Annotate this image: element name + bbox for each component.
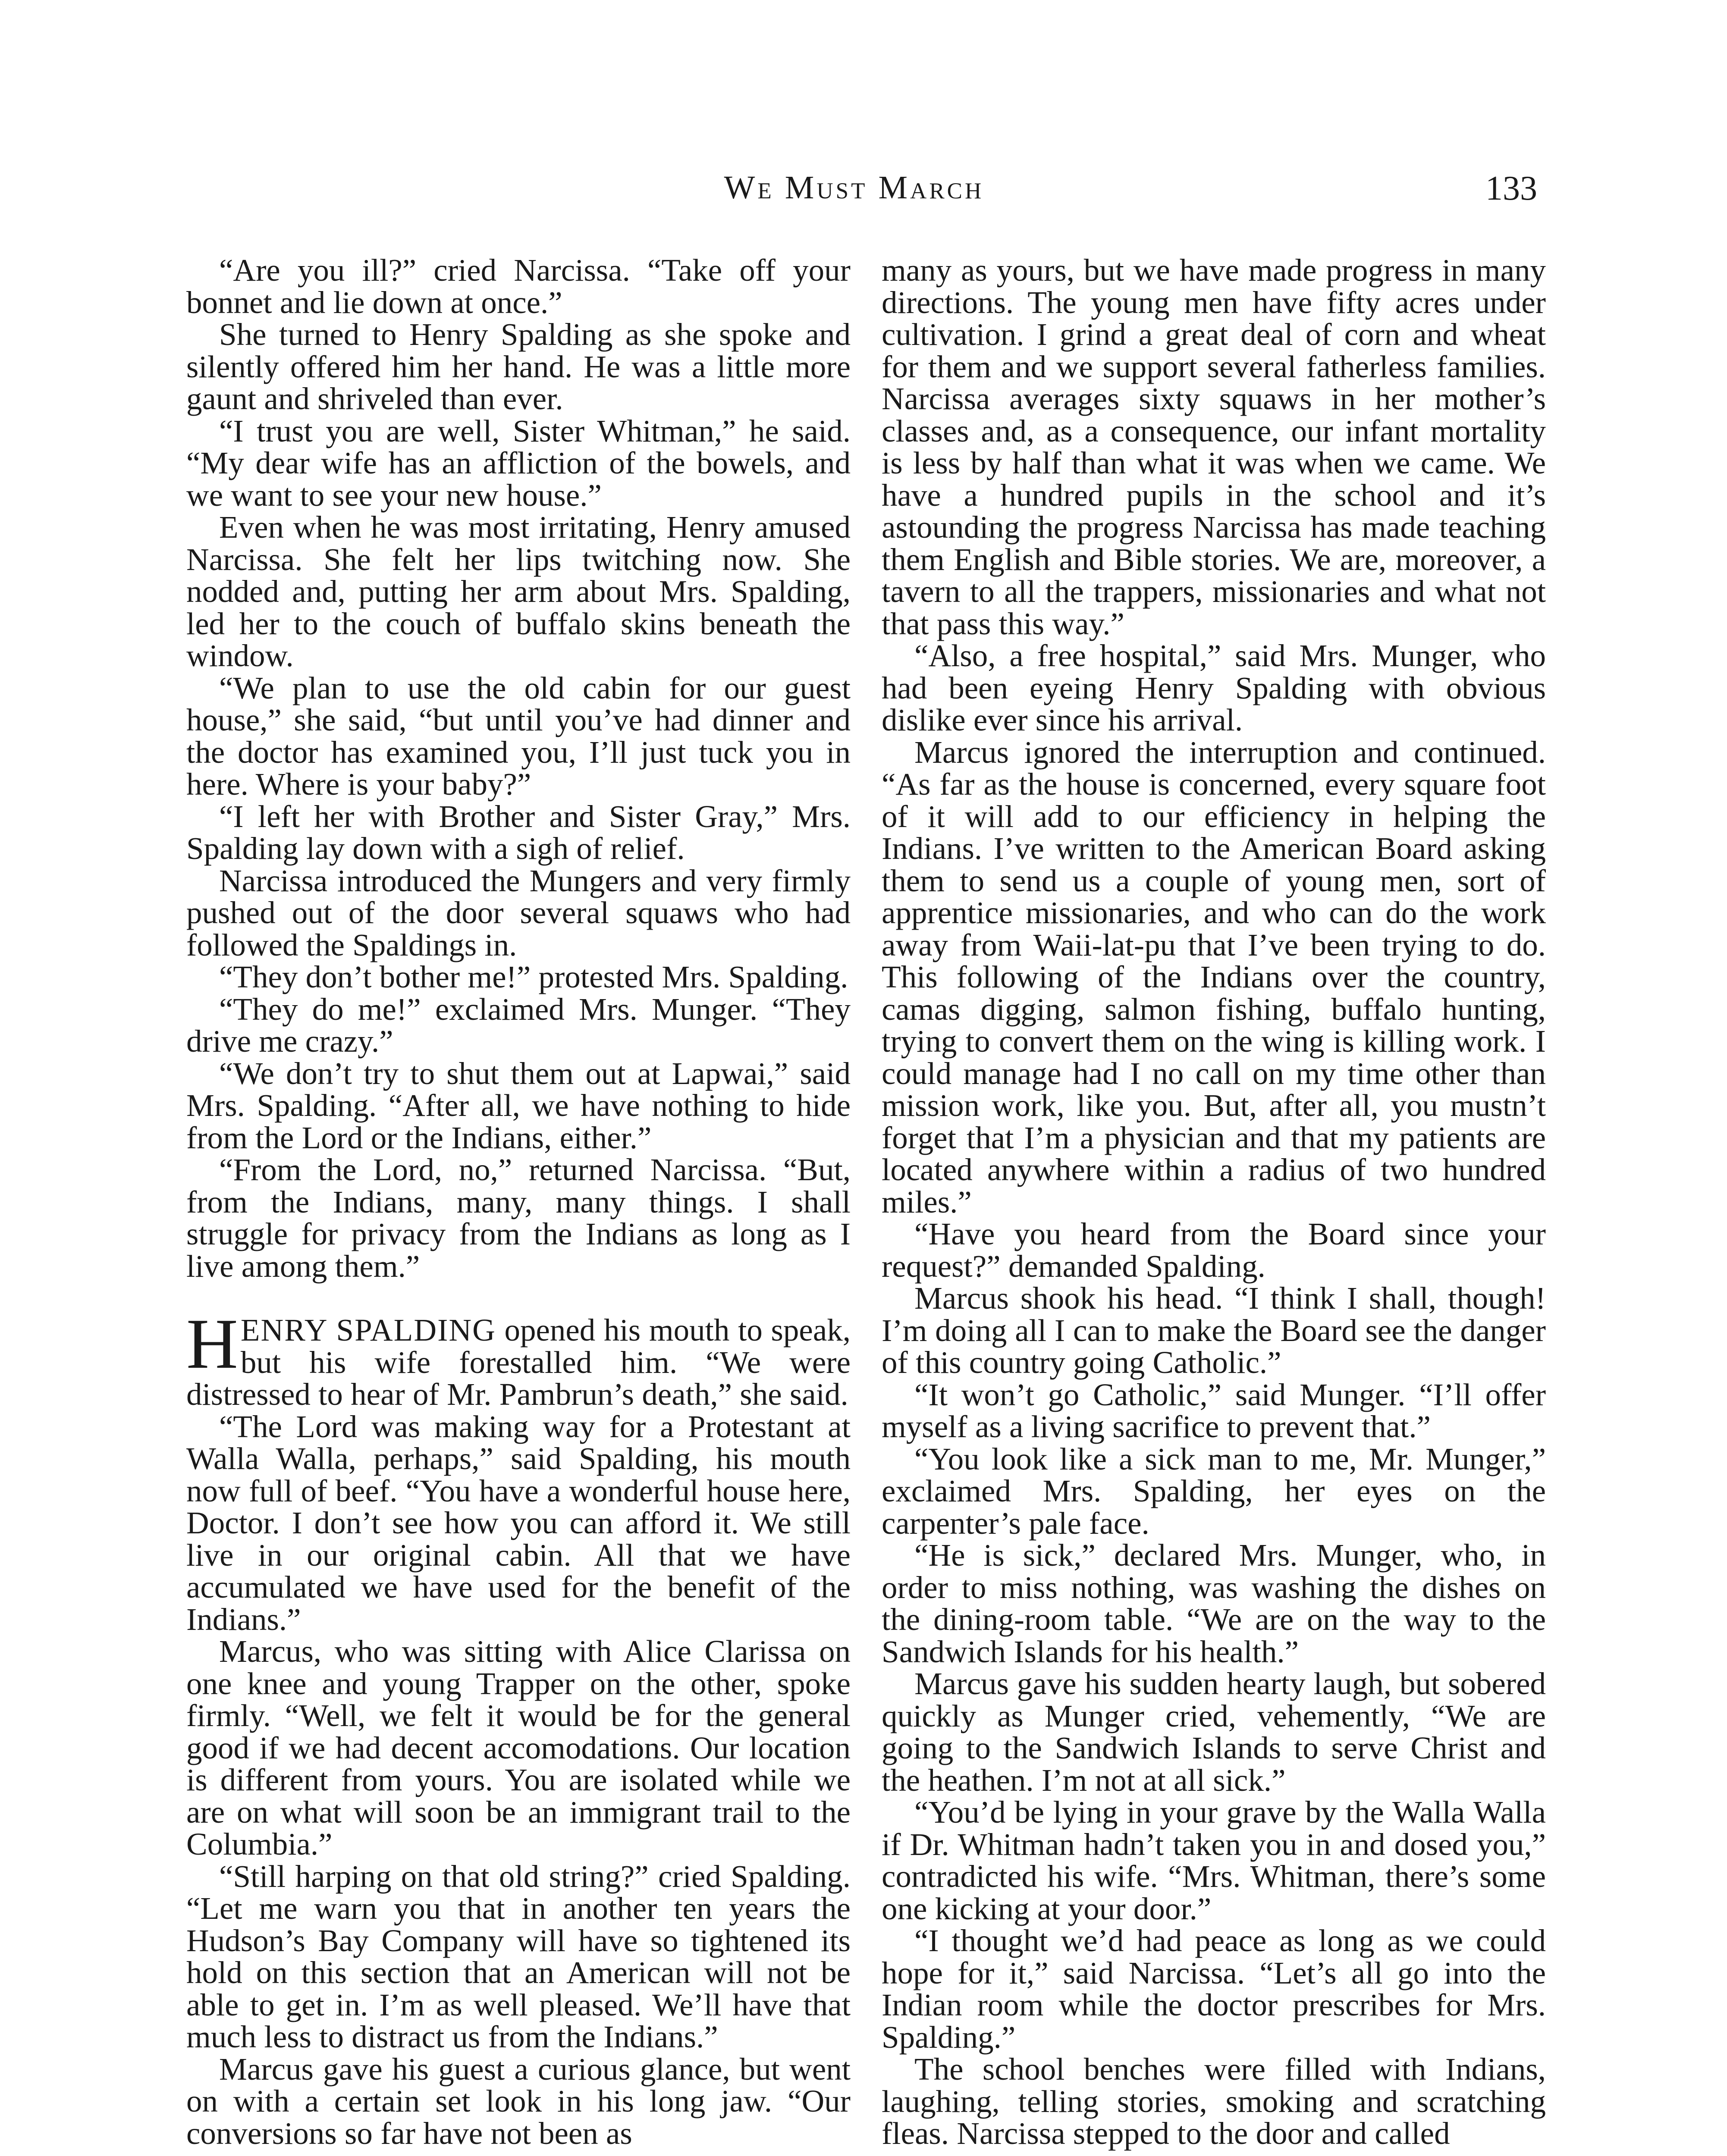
paragraph: “From the Lord, no,” returned Narcissa. “But, from the Indians, many, many things. I shall struggle for privacy from the Indians as long as I live among them.” <box>186 1152 851 1284</box>
paragraph: “We don’t try to shut them out at Lapwai,” said Mrs. Spalding. “After all, we have nothing to hide from the Lord or the Indians, either.” <box>186 1056 851 1155</box>
paragraph: “We plan to use the old cabin for our guest house,” she said, “but until you’ve had dinner and the doctor has examined you, I’ll just tuck you in here. Where is your baby?” <box>186 670 851 802</box>
paragraph: “Also, a free hospital,” said Mrs. Munger, who had been eyeing Henry Spalding with obvious dislike ever since his arrival. <box>882 638 1546 737</box>
paragraph: “I trust you are well, Sister Whitman,” he said. “My dear wife has an affliction of the bowels, and we want to see your new house.” <box>186 413 851 513</box>
right-column <box>882 254 1546 2150</box>
paragraph: “I left her with Brother and Sister Gray,” Mrs. Spalding lay down with a sigh of relief. <box>186 799 851 866</box>
paragraph: Marcus, who was sitting with Alice Clarissa on one knee and young Trapper on the other, spoke firmly. “Well, we felt it would be for the general good if we had decent accomodations. Our location is different from yours. You are isolated while we are on what will soon be an immigrant trail to the Columbia.” <box>186 1634 851 1861</box>
paragraph: “You’d be lying in your grave by the Walla Walla if Dr. Whitman hadn’t taken you in and dosed you,” contradicted his wife. “Mrs. Whitman, there’s some one kicking at your door.” <box>882 1795 1546 1926</box>
paragraph: “They don’t bother me!” protested Mrs. Spalding. <box>219 959 848 994</box>
paragraph: “Have you heard from the Board since your request?” demanded Spalding. <box>882 1216 1546 1284</box>
paragraph: “It won’t go Catholic,” said Munger. “I’ll offer myself as a living sacrifice to prevent that.” <box>882 1377 1546 1444</box>
paragraph: She turned to Henry Spalding as she spoke and silently offered him her hand. He was a little more gaunt and shriveled than ever. <box>186 317 851 416</box>
drop-cap: H <box>186 1304 238 1383</box>
paragraph: The school benches were filled with Indians, laughing, telling stories, smoking and scratching fleas. Narcissa stepped to the door and called <box>882 2052 1546 2151</box>
left-column <box>186 254 851 2150</box>
paragraph: “The Lord was making way for a Protestant at Walla Walla, perhaps,” said Spalding, his mouth now full of beef. “You have a wonderful house here, Doctor. I don’t see how you can afford it. We still live in our original cabin. All that we have accumulated we have used for the benefit of the Indians.” <box>186 1409 851 1637</box>
paragraph: “You look like a sick man to me, Mr. Munger,” exclaimed Mrs. Spalding, her eyes on the carpenter’s pale face. <box>882 1441 1546 1541</box>
section-opening-text: opened his mouth to speak, but his wife forestalled him. “We were distressed to hear of Mr. Pambrun’s death,” she said. <box>186 1313 851 1412</box>
paragraph: “I thought we’d had peace as long as we could hope for it,” said Narcissa. “Let’s all go into the Indian room while the doctor prescribes for Mrs. Spalding.” <box>882 1923 1546 2055</box>
page-number: 133 <box>1485 169 1537 207</box>
paragraph: Even when he was most irritating, Henry amused Narcissa. She felt her lips twitching now. She nodded and, putting her arm about Mrs. Spalding, led her to the couch of buffalo skins beneath the window. <box>186 510 851 673</box>
paragraph: Marcus shook his head. “I think I shall, though! I’m doing all I can to make the Board see the danger of this country going Catholic.” <box>882 1281 1546 1380</box>
paragraph: “Are you ill?” cried Narcissa. “Take off your bonnet and lie down at once.” <box>186 253 851 320</box>
paragraph: “Still harping on that old string?” cried Spalding. “Let me warn you that in another ten years the Hudson’s Bay Company will have so tightened its hold on this section that an American will not be able to get in. I’m as well pleased. We’ll have that much less to distract us from the Indians.” <box>186 1858 851 2054</box>
paragraph: “He is sick,” declared Mrs. Munger, who, in order to miss nothing, was washing the dishes on the dining-room table. “We are on the way to the Sandwich Islands for his health.” <box>882 1538 1546 1669</box>
running-head <box>0 169 1727 216</box>
paragraph: Marcus ignored the interruption and continued. “As far as the house is concerned, every square foot of it will add to our efficiency in helping the Indians. I’ve written to the American Board asking them to send us a couple of young men, sort of apprentice missionaries, and who can do the work away from Waii-lat-pu that I’ve been trying to do. This following of the Indians over the country, camas digging, salmon fishing, buffalo hunting, trying to convert them on the wing is killing work. I could manage had I no call on my time other than mission work, like you. But, after all, you mustn’t forget that I’m a physician and that my patients are located anywhere within a radius of two hundred miles.” <box>882 734 1546 1219</box>
section-opening-paragraph <box>186 1304 851 1412</box>
paragraph: Narcissa introduced the Mungers and very firmly pushed out of the door several squaws who had followed the Spaldings in. <box>186 863 851 962</box>
paragraph: Marcus gave his guest a curious glance, but went on with a certain set look in his long jaw. “Our conversions so far have not been as <box>186 2051 851 2151</box>
continued-paragraph: many as yours, but we have made progress in many directions. The young men have fifty acres under cultivation. I grind a great deal of corn and wheat for them and we support several fatherless families. Narcissa averages sixty squaws in her mother’s classes and, as a consequence, our infant mortality is less by half than what it was when we came. We have a hundred pupils in the school and it’s astounding the progress Narcissa has made teaching them English and Bible stories. We are, moreover, a tavern to all the trappers, missionaries and what not that pass this way.” <box>882 253 1546 641</box>
paragraph: “They do me!” exclaimed Mrs. Munger. “They drive me crazy.” <box>186 991 851 1059</box>
lead-in-caps: ENRY SPALDING <box>240 1313 496 1348</box>
running-title: We Must March <box>724 169 984 206</box>
paragraph: Marcus gave his sudden hearty laugh, but sobered quickly as Munger cried, vehemently, “We are going to the Sandwich Islands to serve Christ and the heathen. I’m not at all sick.” <box>882 1666 1546 1798</box>
